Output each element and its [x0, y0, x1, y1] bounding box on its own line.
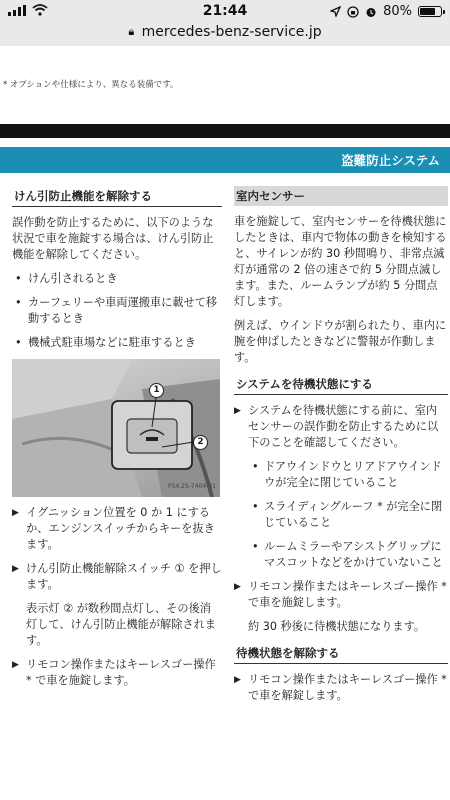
intro-paragraph: 誤作動を防止するために、以下のような状況で車を施錠する場合は、けん引防止機能を解除してください。	[12, 216, 214, 261]
heading-interior-sensor: 室内センサー	[234, 186, 448, 206]
instruction-step	[12, 657, 222, 689]
sensor-paragraph: 車を施錠して、室内センサーを待機状態にしたときは、車内で物体の動きを検知すると、サイレンが約 30 秒間鳴り、非常点滅灯が通常の 2 倍の速さで約 5 分間点滅します。また、ルームランプが約 5 分間点灯します。	[234, 215, 447, 308]
section-title: 盗難防止システム	[341, 153, 440, 168]
step-text: イグニッション位置を 0 か 1 にするか、エンジンスイッチからキーを抜きます。	[26, 506, 215, 551]
url-text[interactable]: mercedes-benz-service.jp	[141, 24, 322, 40]
step-text: リモコン操作またはキーレスゴー操作 * で車を解錠します。	[248, 673, 447, 702]
list-item: • ルームミラーやアシストグリップにマスコットなどをかけていないこと	[234, 539, 448, 571]
heading-cancel-standby: 待機状態を解除する	[234, 643, 448, 664]
list-item: • カーフェリーや車両運搬車に載せて移動するとき	[12, 295, 222, 327]
location-arrow-icon	[330, 6, 341, 17]
step-text: リモコン操作またはキーレスゴー操作 * で車を施錠します。	[248, 580, 447, 609]
step-note: 約 30 秒後に待機状態になります。	[248, 620, 426, 633]
alarm-icon	[365, 6, 377, 18]
callout-1: 1	[149, 383, 164, 398]
heading-activate-standby: システムを待機状態にする	[234, 374, 448, 395]
option-note: * オプションや仕様により、異なる装備です。	[3, 80, 179, 90]
rotation-lock-icon	[347, 6, 359, 18]
callout-2: 2	[193, 435, 208, 450]
instruction-step	[234, 672, 448, 704]
web-page	[0, 46, 450, 800]
step-text: リモコン操作またはキーレスゴー操作 * で車を施錠します。	[26, 658, 216, 687]
section-header-bar	[0, 147, 450, 173]
instruction-step	[12, 505, 222, 553]
lock-icon: 🔒︎	[128, 25, 135, 38]
instruction-step	[12, 561, 222, 593]
battery-icon	[418, 6, 442, 17]
list-item: • スライディングルーフ * が完全に閉じていること	[234, 499, 448, 531]
list-item: • けん引されるとき	[12, 271, 222, 287]
tow-switch-illustration	[12, 359, 220, 497]
page-divider-band	[0, 124, 450, 138]
battery-fill	[420, 8, 435, 15]
step-marker: ▶	[12, 564, 19, 574]
instruction-step	[234, 403, 448, 451]
sensor-example-paragraph: 例えば、ウインドウが割られたり、車内に腕を伸ばしたときなどに警報が作動します。	[234, 319, 447, 364]
battery-percent: 80%	[383, 4, 412, 19]
instruction-step	[234, 579, 448, 611]
status-icons	[330, 4, 442, 19]
heading-tow-protection: けん引防止機能を解除する	[12, 186, 222, 207]
step-marker: ▶	[12, 660, 19, 670]
right-column	[234, 186, 448, 712]
console-drawing	[12, 359, 220, 497]
step-marker: ▶	[234, 675, 241, 685]
step-text: システムを待機状態にする前に、室内センサーの誤作動を防止するために以下のことを確認してください。	[248, 404, 439, 449]
status-bar	[0, 0, 450, 24]
figure-code: P54.25-7404-31	[167, 483, 216, 490]
step-marker: ▶	[234, 582, 241, 592]
left-column	[12, 186, 222, 697]
step-note: 表示灯 ② が数秒間点灯し、その後消灯して、けん引防止機能が解除されます。	[26, 602, 216, 647]
step-marker: ▶	[12, 508, 19, 518]
step-text: けん引防止機能解除スイッチ ① を押します。	[26, 562, 222, 591]
list-item: • 機械式駐車場などに駐車するとき	[12, 335, 222, 351]
address-bar[interactable]	[0, 24, 450, 46]
step-marker: ▶	[234, 406, 241, 416]
list-item: • ドアウインドウとリアドアウインドウが完全に閉じていること	[234, 459, 448, 491]
clock: 21:44	[202, 3, 248, 19]
